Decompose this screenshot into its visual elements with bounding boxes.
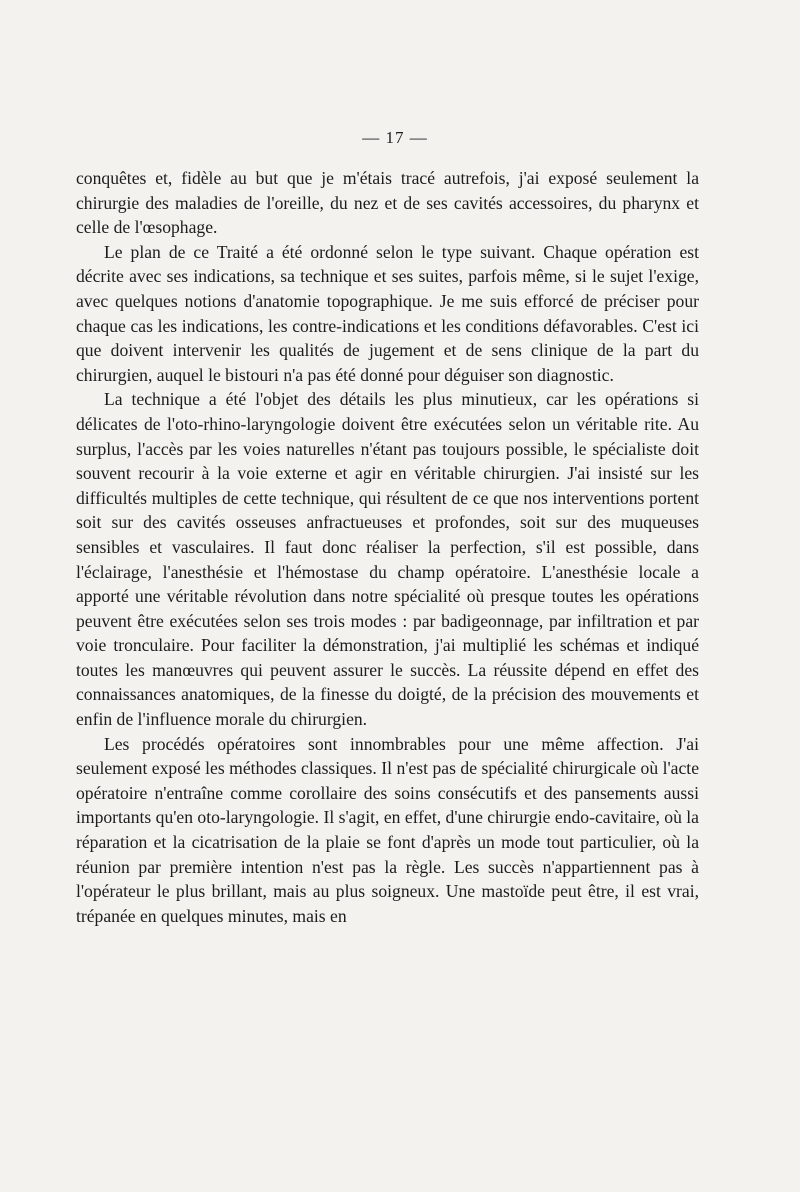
paragraph-plan: Le plan de ce Traité a été ordonné selon le type suivant. Chaque opération est décrite avec ses indications, sa technique et ses suites, parfois même, si le sujet l'exige, avec quelques notions d'anatomie topographique. Je me suis efforcé de préciser pour chaque cas les indications, les contre-indications et les conditions défavorables. C'est ici que doivent intervenir les qualités de jugement et de sens clinique de la part du chirurgien, auquel le bistouri n'a pas été donné pour déguiser son diagnostic. [76,241,699,385]
paragraph-technique: La technique a été l'objet des détails les plus minutieux, car les opérations si délicates de l'oto-rhino-laryngologie doivent être exécutées selon un véritable rite. Au surplus, l'accès par les voies naturelles n'étant pas toujours possible, le spécialiste doit souvent recourir à la voie externe et agir en véritable chirurgien. J'ai insisté sur les difficultés multiples de cette technique, qui résultent de ce que nos interventions portent soit sur des cavités osseuses anfractueuses et profondes, soit sur des muqueuses sensibles et vasculaires. Il faut donc réaliser la perfection, s'il est possible, dans l'éclairage, l'anesthésie et l'hémostase du champ opératoire. L'anesthésie locale a apporté une véritable révolution dans notre spécialité où presque toutes les opérations peuvent être exécutées selon ses trois modes : par badigeonnage, par infiltration et par voie tronculaire. Pour faciliter la démonstration, j'ai multiplié les schémas et indiqué toutes les manœuvres qui peuvent assurer le succès. La réussite dépend en effet des connaissances anatomiques, de la finesse du doigté, de la précision des mouvements et enfin de l'influence morale du chirurgien. [76,389,699,730]
paragraph-continuation: conquêtes et, fidèle au but que je m'étais tracé autrefois, j'ai exposé seulement la chirurgie des maladies de l'oreille, du nez et de ses cavités accessoires, du pharynx et celle de l'œsophage. [76,168,699,238]
body-text [76,166,699,928]
paragraph-procedures: Les procédés opératoires sont innombrables pour une même affection. J'ai seulement exposé les méthodes classiques. Il n'est pas de spécialité chirurgicale où l'acte opératoire n'entraîne comme corollaire des soins consécutifs et des pansements aussi importants qu'en oto-laryngologie. Il s'agit, en effet, d'une chirurgie endo-cavitaire, où la réparation et la cicatrisation de la plaie se font d'après un mode tout particulier, où la réunion par première intention n'est pas la règle. Les succès n'appartiennent pas à l'opérateur le plus brillant, mais au plus soigneux. Une mastoïde peut être, il est vrai, trépanée en quelques minutes, mais en [76,733,699,926]
page-number: — 17 — [362,128,428,147]
